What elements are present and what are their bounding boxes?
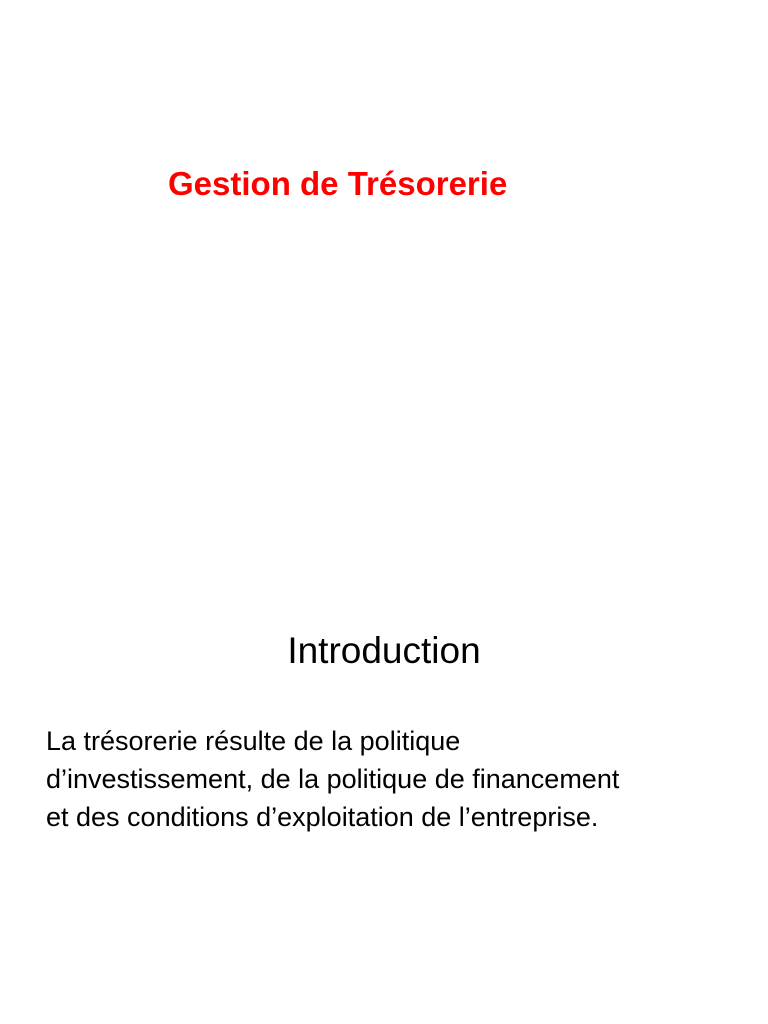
section-heading: Introduction [287, 630, 481, 671]
paragraph-line: et des conditions d’exploitation de l’entreprise. [46, 802, 599, 832]
paragraph-line: d’investissement, de la politique de financement [46, 764, 620, 794]
paragraph-line: La trésorerie résulte de la politique [46, 726, 461, 756]
slide-title: Gestion de Trésorerie [168, 165, 508, 202]
intro-paragraph [46, 722, 746, 836]
